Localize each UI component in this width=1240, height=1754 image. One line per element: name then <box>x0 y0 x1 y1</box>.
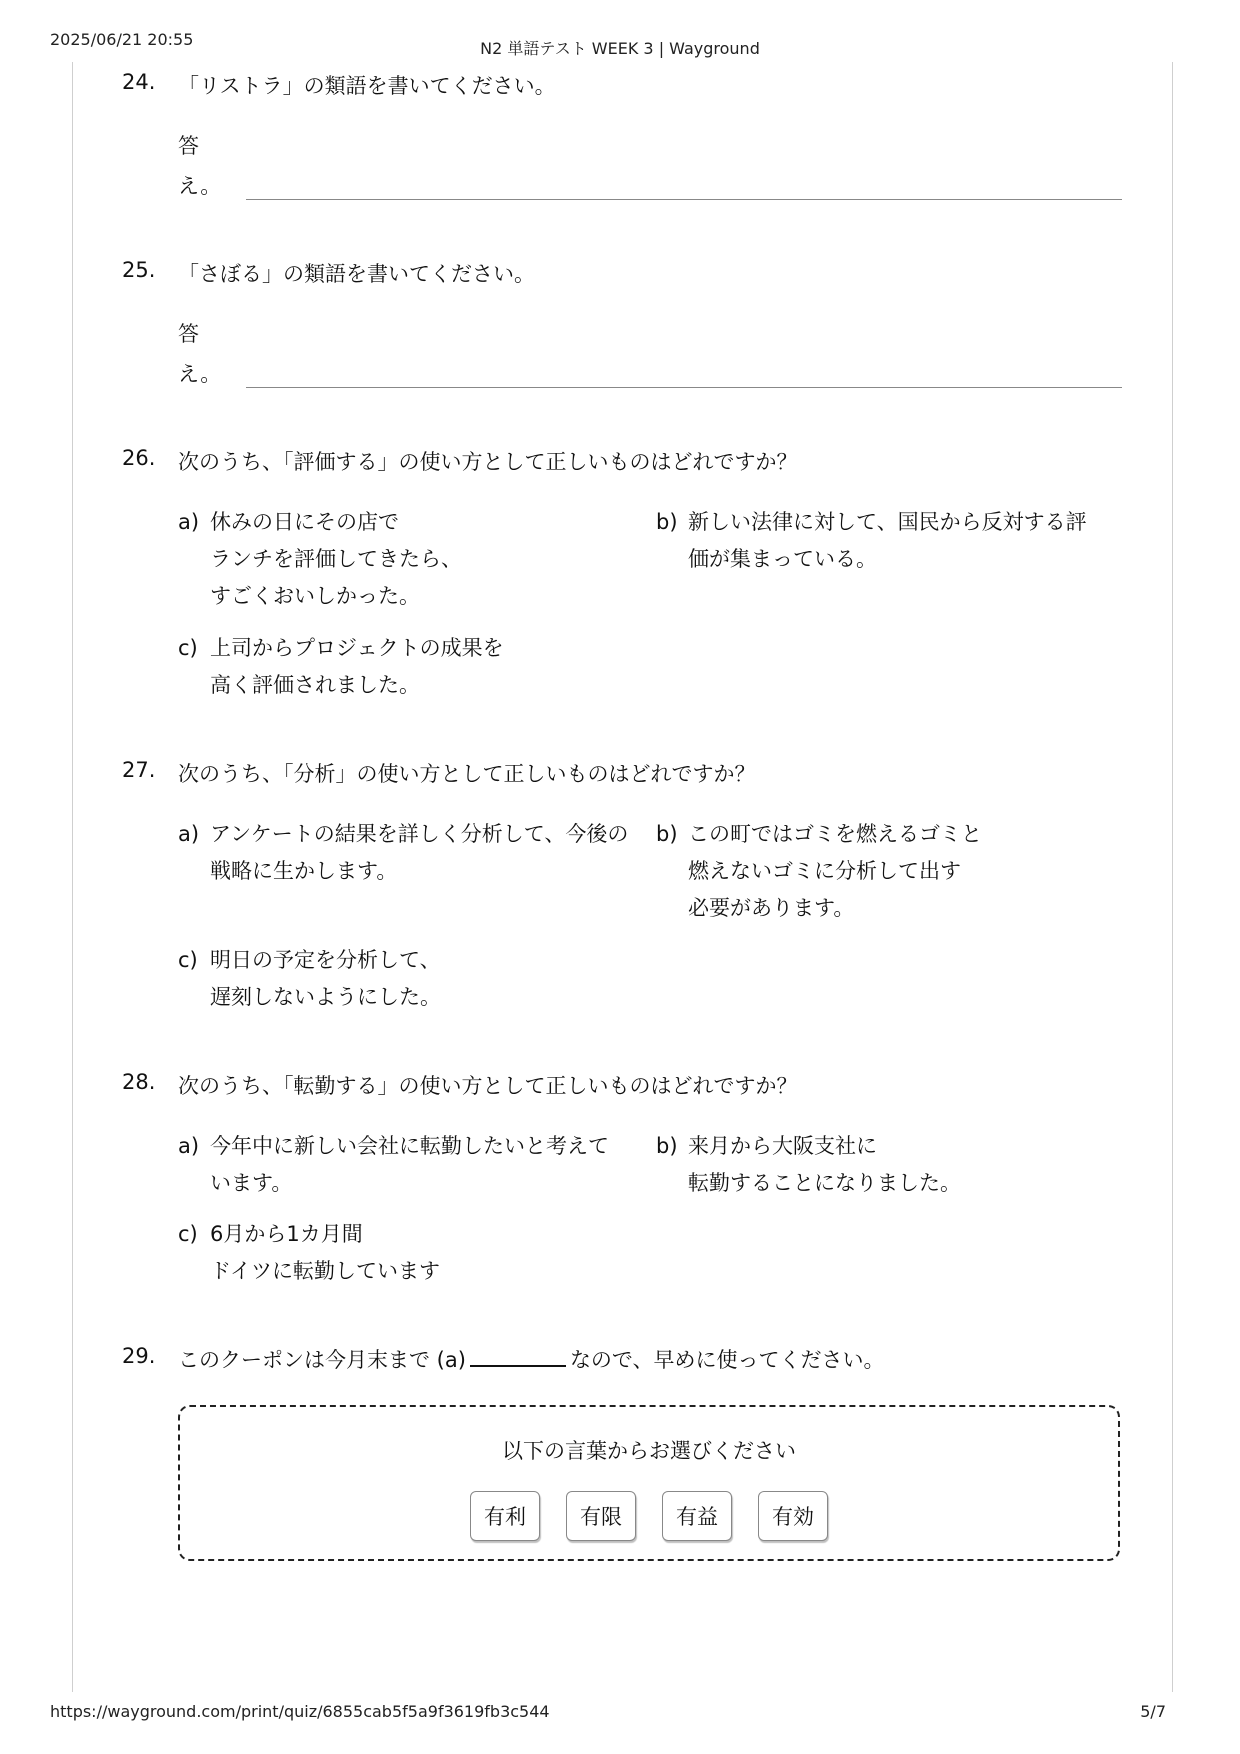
question-number: 24. <box>122 70 156 94</box>
print-footer <box>50 1702 1190 1726</box>
word-choice-list <box>180 1491 1118 1541</box>
answer-label: 答 え。 <box>178 322 222 386</box>
question-number: 29. <box>122 1344 156 1368</box>
page-border-left <box>72 62 73 1692</box>
option-letter: a) <box>178 1134 200 1158</box>
option-letter: b) <box>656 510 678 534</box>
question-number: 25. <box>122 258 156 282</box>
option-text: 休みの日にその店で ランチを評価してきたら、 すごくおいしかった。 <box>210 510 462 608</box>
question-text: 次のうち、「評価する」の使い方として正しいものはどれですか？ <box>178 450 798 474</box>
option-text: 今年中に新しい会社に転勤したいと考えて います。 <box>210 1134 609 1195</box>
page-number: 5/7 <box>1140 1702 1166 1721</box>
question-text: 「リストラ」の類語を書いてください。 <box>178 74 556 98</box>
print-header <box>50 30 1190 58</box>
option-letter: a) <box>178 510 200 534</box>
option-letter: c) <box>178 636 198 660</box>
question-text <box>178 1344 885 1374</box>
option-text: 6月から1カ月間 ドイツに転勤しています <box>210 1222 440 1283</box>
word-choice-chip[interactable]: 有利 <box>470 1491 540 1541</box>
question-number: 26. <box>122 446 156 470</box>
answer-input-line[interactable] <box>246 199 1122 200</box>
answer-input-line[interactable] <box>246 387 1122 388</box>
option-letter: a) <box>178 822 200 846</box>
print-datetime: 2025/06/21 20:55 <box>50 30 194 49</box>
print-url: https://wayground.com/print/quiz/6855cab5f5a9f3619fb3c544 <box>50 1702 550 1721</box>
option-text: 新しい法律に対して、国民から反対する評 価が集まっている。 <box>688 510 1087 571</box>
question-text-before-blank: このクーポンは今月末まで (a) <box>178 1348 466 1372</box>
question-text: 次のうち、「分析」の使い方として正しいものはどれですか？ <box>178 762 756 786</box>
option-text: 上司からプロジェクトの成果を 高く評価されました。 <box>210 636 504 697</box>
blank-a[interactable] <box>470 1345 566 1367</box>
word-choice-chip[interactable]: 有益 <box>662 1491 732 1541</box>
question-number: 27. <box>122 758 156 782</box>
option-letter: b) <box>656 1134 678 1158</box>
page-border-right <box>1172 62 1173 1692</box>
question-text-after-blank: なので、早めに使ってください。 <box>569 1348 885 1372</box>
question-number: 28. <box>122 1070 156 1094</box>
word-choice-chip[interactable]: 有効 <box>758 1491 828 1541</box>
word-choice-title: 以下の言葉からお選びください <box>502 1439 796 1463</box>
answer-label: 答 え。 <box>178 134 222 198</box>
word-choice-chip[interactable]: 有限 <box>566 1491 636 1541</box>
option-letter: c) <box>178 948 198 972</box>
option-text: この町ではゴミを燃えるゴミと 燃えないゴミに分析して出す 必要があります。 <box>688 822 982 920</box>
word-choice-box <box>178 1405 1120 1561</box>
option-text: 明日の予定を分析して、 遅刻しないようにした。 <box>210 948 441 1009</box>
option-text: 来月から大阪支社に 転勤することになりました。 <box>688 1134 961 1195</box>
option-letter: b) <box>656 822 678 846</box>
print-title: N2 単語テスト WEEK 3 | Wayground <box>480 39 760 58</box>
question-text: 「さぼる」の類語を書いてください。 <box>178 262 535 286</box>
option-letter: c) <box>178 1222 198 1246</box>
option-text: アンケートの結果を詳しく分析して、今後の 戦略に生かします。 <box>210 822 629 883</box>
question-text: 次のうち、「転勤する」の使い方として正しいものはどれですか？ <box>178 1074 798 1098</box>
